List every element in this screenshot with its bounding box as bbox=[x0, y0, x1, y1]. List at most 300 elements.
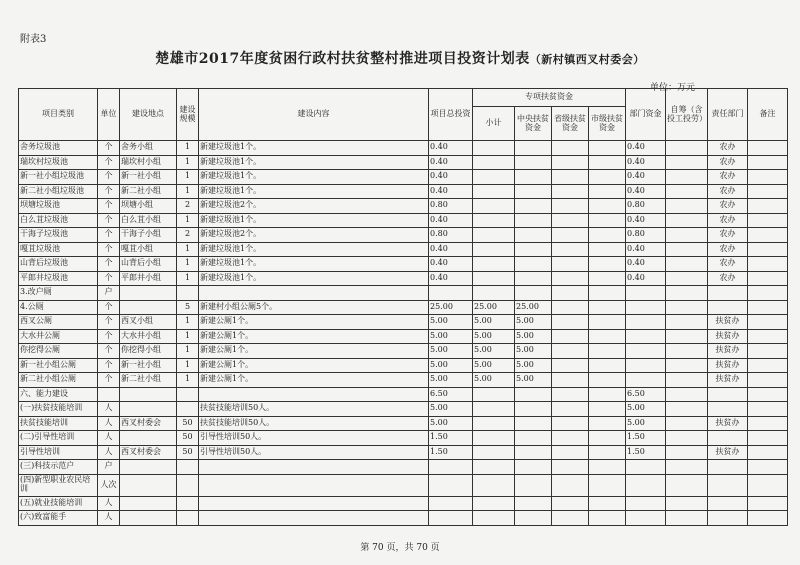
table-cell: 人 bbox=[98, 445, 120, 460]
table-cell: 5.00 bbox=[626, 416, 666, 431]
table-cell bbox=[626, 373, 666, 388]
table-cell: 5.00 bbox=[473, 344, 515, 359]
header-location: 建设地点 bbox=[120, 89, 177, 141]
table-cell: 2 bbox=[177, 199, 199, 214]
table-cell: 5.00 bbox=[473, 358, 515, 373]
table-cell: (六)致富能手 bbox=[19, 511, 98, 526]
table-cell: 扶贫技能培训 bbox=[19, 416, 98, 431]
table-cell: 5.00 bbox=[473, 315, 515, 330]
table-cell: 5.00 bbox=[473, 373, 515, 388]
table-cell bbox=[748, 511, 788, 526]
table-cell bbox=[589, 344, 626, 359]
table-cell: 新建垃圾池2个。 bbox=[199, 199, 429, 214]
table-row bbox=[19, 155, 788, 170]
table-cell bbox=[666, 213, 708, 228]
table-cell: (二)引导性培训 bbox=[19, 431, 98, 446]
title-sub: （新村镇西叉村委会） bbox=[529, 53, 645, 66]
header-content: 建设内容 bbox=[199, 89, 429, 141]
table-cell: 0.80 bbox=[626, 228, 666, 243]
table-cell bbox=[552, 271, 589, 286]
table-cell: 人 bbox=[98, 511, 120, 526]
header-city: 市级扶贫资金 bbox=[589, 107, 626, 141]
table-cell bbox=[708, 300, 748, 315]
table-cell bbox=[589, 315, 626, 330]
table-row bbox=[19, 228, 788, 243]
table-cell bbox=[626, 315, 666, 330]
table-cell: 干海子垃圾池 bbox=[19, 228, 98, 243]
table-cell bbox=[515, 474, 552, 496]
table-cell: 六、能力建设 bbox=[19, 387, 98, 402]
table-cell: 0.80 bbox=[626, 199, 666, 214]
table-cell bbox=[666, 460, 708, 475]
table-cell bbox=[429, 286, 473, 301]
table-cell bbox=[666, 228, 708, 243]
table-cell bbox=[589, 228, 626, 243]
table-cell: 大水井公厕 bbox=[19, 329, 98, 344]
table-cell bbox=[748, 431, 788, 446]
table-cell bbox=[666, 286, 708, 301]
table-cell: 1 bbox=[177, 329, 199, 344]
table-cell bbox=[748, 445, 788, 460]
header-total: 项目总投资 bbox=[429, 89, 473, 141]
table-cell bbox=[429, 474, 473, 496]
table-cell: 户 bbox=[98, 286, 120, 301]
table-cell: 引导性培训50人。 bbox=[199, 445, 429, 460]
table-cell bbox=[515, 257, 552, 272]
table-cell bbox=[748, 141, 788, 156]
table-cell: 新建垃圾池2个。 bbox=[199, 228, 429, 243]
table-cell bbox=[589, 387, 626, 402]
table-cell bbox=[515, 155, 552, 170]
table-cell: 2 bbox=[177, 228, 199, 243]
table-cell bbox=[666, 271, 708, 286]
table-row bbox=[19, 402, 788, 417]
table-cell: 1.50 bbox=[626, 445, 666, 460]
table-cell bbox=[120, 286, 177, 301]
table-cell: 新建垃圾池1个。 bbox=[199, 184, 429, 199]
table-cell bbox=[552, 445, 589, 460]
table-cell bbox=[626, 286, 666, 301]
table-cell bbox=[429, 496, 473, 511]
table-row bbox=[19, 496, 788, 511]
table-cell: 新建公厕1个。 bbox=[199, 358, 429, 373]
table-cell: 平郎井小组 bbox=[120, 271, 177, 286]
table-cell: 人 bbox=[98, 496, 120, 511]
table-cell bbox=[552, 242, 589, 257]
table-cell: 新建垃圾池1个。 bbox=[199, 271, 429, 286]
table-cell bbox=[552, 387, 589, 402]
unit-label: 单位：万元 bbox=[650, 83, 696, 93]
header-type: 项目类别 bbox=[19, 89, 98, 141]
table-cell bbox=[199, 387, 429, 402]
table-cell bbox=[589, 141, 626, 156]
table-row bbox=[19, 329, 788, 344]
table-cell bbox=[589, 199, 626, 214]
table-row bbox=[19, 300, 788, 315]
table-cell: 农办 bbox=[708, 242, 748, 257]
table-cell bbox=[666, 242, 708, 257]
table-cell: 农办 bbox=[708, 155, 748, 170]
table-cell bbox=[666, 141, 708, 156]
table-cell bbox=[589, 460, 626, 475]
table-cell bbox=[515, 445, 552, 460]
table-cell bbox=[666, 184, 708, 199]
table-cell: 5.00 bbox=[515, 344, 552, 359]
table-cell bbox=[120, 431, 177, 446]
table-cell bbox=[120, 387, 177, 402]
table-row bbox=[19, 358, 788, 373]
table-cell: 干海子小组 bbox=[120, 228, 177, 243]
table-cell bbox=[177, 460, 199, 475]
header-dept: 部门资金 bbox=[626, 89, 666, 141]
table-cell: 新建公厕1个。 bbox=[199, 373, 429, 388]
table-cell bbox=[552, 315, 589, 330]
table-cell bbox=[515, 271, 552, 286]
table-cell bbox=[552, 300, 589, 315]
table-cell bbox=[473, 257, 515, 272]
table-cell: 新二社小组 bbox=[120, 373, 177, 388]
table-cell: 舍务小组 bbox=[120, 141, 177, 156]
table-cell: 0.40 bbox=[626, 141, 666, 156]
table-cell: 西叉村委会 bbox=[120, 445, 177, 460]
table-cell bbox=[98, 387, 120, 402]
table-cell bbox=[708, 496, 748, 511]
table-cell bbox=[748, 155, 788, 170]
table-cell bbox=[429, 511, 473, 526]
header-resp: 责任部门 bbox=[708, 89, 748, 141]
table-cell bbox=[515, 511, 552, 526]
table-body bbox=[19, 141, 788, 526]
table-cell bbox=[473, 184, 515, 199]
table-cell bbox=[473, 460, 515, 475]
table-cell bbox=[515, 242, 552, 257]
table-cell: 1 bbox=[177, 242, 199, 257]
table-cell bbox=[552, 213, 589, 228]
table-row bbox=[19, 170, 788, 185]
table-cell bbox=[120, 474, 177, 496]
table-cell: 个 bbox=[98, 344, 120, 359]
table-cell: 新建公厕1个。 bbox=[199, 329, 429, 344]
page-footer: 第 70 页，共 70 页 bbox=[360, 543, 440, 553]
table-cell bbox=[177, 286, 199, 301]
table-cell bbox=[199, 474, 429, 496]
table-cell bbox=[199, 286, 429, 301]
table-cell bbox=[473, 242, 515, 257]
table-cell bbox=[666, 358, 708, 373]
table-row bbox=[19, 431, 788, 446]
table-cell: 人 bbox=[98, 416, 120, 431]
table-cell: 6.50 bbox=[429, 387, 473, 402]
table-cell bbox=[626, 496, 666, 511]
table-cell: 5 bbox=[177, 300, 199, 315]
table-cell: 个 bbox=[98, 257, 120, 272]
table-cell bbox=[473, 511, 515, 526]
table-row bbox=[19, 213, 788, 228]
table-cell: 1 bbox=[177, 170, 199, 185]
table-cell bbox=[515, 228, 552, 243]
table-row bbox=[19, 344, 788, 359]
table-cell: 新建垃圾池1个。 bbox=[199, 141, 429, 156]
table-cell: 25.00 bbox=[429, 300, 473, 315]
table-cell bbox=[626, 329, 666, 344]
table-cell bbox=[708, 286, 748, 301]
table-row bbox=[19, 315, 788, 330]
table-cell bbox=[552, 431, 589, 446]
table-cell: 1 bbox=[177, 358, 199, 373]
table-cell: 新建垃圾池1个。 bbox=[199, 213, 429, 228]
table-cell: 5.00 bbox=[429, 344, 473, 359]
table-cell: 大水井小组 bbox=[120, 329, 177, 344]
table-cell bbox=[589, 170, 626, 185]
table-cell: (五)就业技能培训 bbox=[19, 496, 98, 511]
table-cell bbox=[515, 460, 552, 475]
table-cell: 0.40 bbox=[429, 155, 473, 170]
table-cell bbox=[666, 402, 708, 417]
table-cell: 0.40 bbox=[626, 257, 666, 272]
table-cell bbox=[552, 228, 589, 243]
table-cell: 山背后垃圾池 bbox=[19, 257, 98, 272]
table-cell: 25.00 bbox=[473, 300, 515, 315]
table-cell bbox=[589, 431, 626, 446]
table-cell bbox=[552, 416, 589, 431]
table-cell: 扶贫办 bbox=[708, 315, 748, 330]
table-cell bbox=[748, 271, 788, 286]
table-cell: 1 bbox=[177, 271, 199, 286]
table-cell bbox=[589, 300, 626, 315]
table-cell: 引导性培训50人。 bbox=[199, 431, 429, 446]
table-cell: 坝塘垃圾池 bbox=[19, 199, 98, 214]
table-cell: 0.40 bbox=[626, 242, 666, 257]
table-cell bbox=[473, 213, 515, 228]
table-cell: 西叉小组 bbox=[120, 315, 177, 330]
table-cell bbox=[199, 496, 429, 511]
table-cell: 个 bbox=[98, 141, 120, 156]
header-remark: 备注 bbox=[748, 89, 788, 141]
table-cell bbox=[666, 170, 708, 185]
table-cell bbox=[666, 300, 708, 315]
table-cell: 50 bbox=[177, 445, 199, 460]
table-cell bbox=[473, 474, 515, 496]
table-cell bbox=[515, 416, 552, 431]
table-cell bbox=[120, 511, 177, 526]
table-cell bbox=[708, 460, 748, 475]
table-cell bbox=[515, 199, 552, 214]
table-cell bbox=[748, 373, 788, 388]
table-cell bbox=[666, 329, 708, 344]
table-cell bbox=[515, 170, 552, 185]
table-cell bbox=[552, 141, 589, 156]
table-cell bbox=[748, 213, 788, 228]
table-row bbox=[19, 257, 788, 272]
table-cell: 1 bbox=[177, 213, 199, 228]
header-self: 自筹（含投工投劳） bbox=[666, 89, 708, 141]
table-row bbox=[19, 242, 788, 257]
table-cell bbox=[515, 213, 552, 228]
table-cell bbox=[748, 460, 788, 475]
table-cell bbox=[748, 242, 788, 257]
table-cell bbox=[748, 474, 788, 496]
header-unit: 单位 bbox=[98, 89, 120, 141]
table-cell: 个 bbox=[98, 242, 120, 257]
table-cell bbox=[666, 445, 708, 460]
table-row bbox=[19, 460, 788, 475]
table-cell bbox=[177, 511, 199, 526]
table-cell: 个 bbox=[98, 271, 120, 286]
table-cell bbox=[552, 199, 589, 214]
header-central: 中央扶贫资金 bbox=[515, 107, 552, 141]
table-cell bbox=[589, 474, 626, 496]
table-cell bbox=[589, 402, 626, 417]
table-cell bbox=[666, 257, 708, 272]
table-cell: (三)科技示范户 bbox=[19, 460, 98, 475]
table-cell bbox=[177, 387, 199, 402]
table-cell: 新建垃圾池1个。 bbox=[199, 257, 429, 272]
table-cell bbox=[429, 460, 473, 475]
table-cell bbox=[552, 329, 589, 344]
table-cell bbox=[589, 496, 626, 511]
table-cell bbox=[589, 373, 626, 388]
table-cell bbox=[199, 460, 429, 475]
table-cell: 新二社小组公厕 bbox=[19, 373, 98, 388]
table-cell bbox=[515, 431, 552, 446]
table-cell: 1 bbox=[177, 315, 199, 330]
table-cell bbox=[120, 496, 177, 511]
table-cell: 个 bbox=[98, 170, 120, 185]
table-cell: 6.50 bbox=[626, 387, 666, 402]
table-cell bbox=[748, 329, 788, 344]
table-cell bbox=[748, 496, 788, 511]
table-cell: 1 bbox=[177, 344, 199, 359]
table-cell: 平郎井垃圾池 bbox=[19, 271, 98, 286]
table-cell bbox=[666, 474, 708, 496]
table-cell bbox=[748, 228, 788, 243]
table-cell: 新建垃圾池1个。 bbox=[199, 242, 429, 257]
table-cell: 1 bbox=[177, 155, 199, 170]
table-cell: 扶贫技能培训50人。 bbox=[199, 402, 429, 417]
appendix-label: 附表3 bbox=[20, 34, 47, 45]
investment-plan-table bbox=[18, 88, 788, 526]
table-cell: 0.40 bbox=[626, 213, 666, 228]
table-cell: 0.40 bbox=[626, 271, 666, 286]
table-cell: 5.00 bbox=[429, 373, 473, 388]
table-cell bbox=[589, 511, 626, 526]
table-cell: 扶贫办 bbox=[708, 445, 748, 460]
table-cell bbox=[748, 344, 788, 359]
table-cell: 农办 bbox=[708, 141, 748, 156]
table-cell: 你挖得公厕 bbox=[19, 344, 98, 359]
header-scale: 建设规模 bbox=[177, 89, 199, 141]
table-cell: 5.00 bbox=[429, 416, 473, 431]
table-cell bbox=[552, 474, 589, 496]
table-cell: 5.00 bbox=[515, 358, 552, 373]
table-cell bbox=[473, 496, 515, 511]
table-cell bbox=[589, 184, 626, 199]
table-cell bbox=[748, 402, 788, 417]
table-cell: 1.50 bbox=[626, 431, 666, 446]
table-cell: 0.40 bbox=[429, 184, 473, 199]
table-cell: 舍务垃圾池 bbox=[19, 141, 98, 156]
table-cell bbox=[552, 170, 589, 185]
table-cell: 扶贫技能培训50人。 bbox=[199, 416, 429, 431]
table-cell: 3.改户厕 bbox=[19, 286, 98, 301]
table-cell bbox=[552, 286, 589, 301]
table-cell bbox=[515, 184, 552, 199]
table-cell bbox=[666, 387, 708, 402]
table-cell bbox=[515, 286, 552, 301]
table-cell: 5.00 bbox=[429, 315, 473, 330]
table-cell bbox=[473, 416, 515, 431]
table-row bbox=[19, 199, 788, 214]
table-cell bbox=[473, 431, 515, 446]
table-cell: 嘎苴小组 bbox=[120, 242, 177, 257]
table-cell: 5.00 bbox=[515, 373, 552, 388]
table-cell bbox=[515, 141, 552, 156]
table-cell bbox=[473, 199, 515, 214]
table-cell: 西叉公厕 bbox=[19, 315, 98, 330]
table-cell: (四)新型职业农民培训 bbox=[19, 474, 98, 496]
table-cell bbox=[748, 199, 788, 214]
table-cell: 农办 bbox=[708, 213, 748, 228]
table-cell: 5.00 bbox=[473, 329, 515, 344]
table-cell bbox=[748, 416, 788, 431]
table-cell bbox=[589, 329, 626, 344]
table-cell: 50 bbox=[177, 416, 199, 431]
table-cell: 农办 bbox=[708, 199, 748, 214]
table-cell bbox=[552, 460, 589, 475]
table-cell: 新建垃圾池1个。 bbox=[199, 155, 429, 170]
table-cell: 西叉村委会 bbox=[120, 416, 177, 431]
table-cell bbox=[589, 445, 626, 460]
table-cell: 户 bbox=[98, 460, 120, 475]
table-cell bbox=[666, 344, 708, 359]
table-cell: 新建公厕1个。 bbox=[199, 344, 429, 359]
table-cell: 个 bbox=[98, 199, 120, 214]
table-cell: 1 bbox=[177, 184, 199, 199]
table-cell bbox=[473, 170, 515, 185]
table-cell: 5.00 bbox=[515, 329, 552, 344]
table-cell bbox=[748, 300, 788, 315]
table-cell bbox=[708, 474, 748, 496]
table-cell: 0.40 bbox=[626, 170, 666, 185]
table-cell bbox=[708, 511, 748, 526]
header-provincial: 省级扶贫资金 bbox=[552, 107, 589, 141]
table-cell: 0.40 bbox=[429, 170, 473, 185]
table-cell: (一)扶贫技能培训 bbox=[19, 402, 98, 417]
table-cell bbox=[589, 358, 626, 373]
table-cell: 个 bbox=[98, 184, 120, 199]
table-row bbox=[19, 373, 788, 388]
table-cell bbox=[552, 184, 589, 199]
table-cell bbox=[748, 170, 788, 185]
table-cell: 嘎苴垃圾池 bbox=[19, 242, 98, 257]
table-row bbox=[19, 141, 788, 156]
table-cell: 新建村小组公厕5个。 bbox=[199, 300, 429, 315]
table-cell: 0.80 bbox=[429, 199, 473, 214]
table-row bbox=[19, 271, 788, 286]
table-cell: 50 bbox=[177, 431, 199, 446]
table-cell bbox=[552, 257, 589, 272]
table-cell bbox=[473, 402, 515, 417]
table-cell bbox=[589, 242, 626, 257]
table-cell: 人次 bbox=[98, 474, 120, 496]
table-cell bbox=[473, 228, 515, 243]
table-cell: 新二社小组垃圾池 bbox=[19, 184, 98, 199]
table-cell: 1 bbox=[177, 373, 199, 388]
table-cell: 个 bbox=[98, 373, 120, 388]
table-cell: 5.00 bbox=[515, 315, 552, 330]
table-cell bbox=[708, 387, 748, 402]
table-cell bbox=[626, 460, 666, 475]
